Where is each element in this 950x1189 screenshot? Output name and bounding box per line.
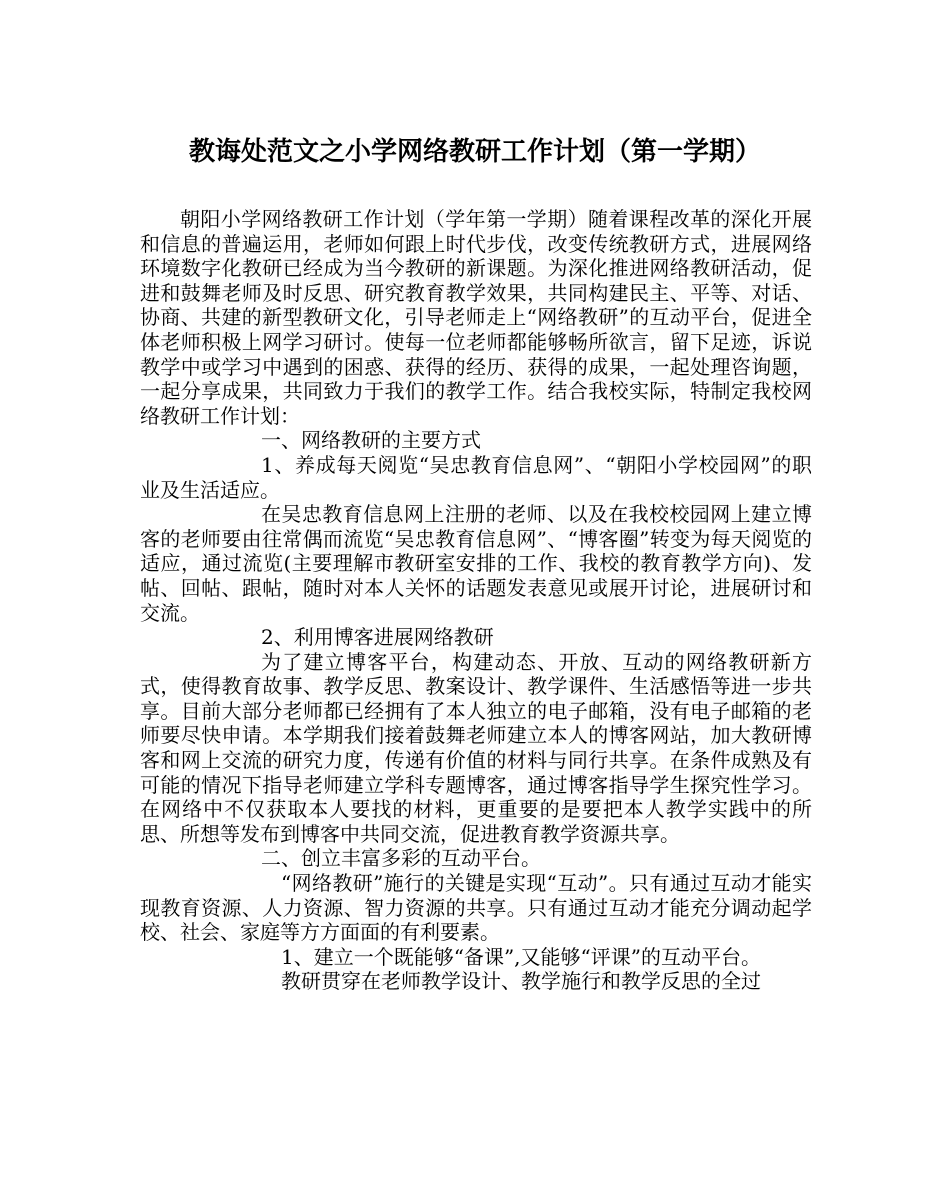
subheading-daily-browsing: 1、养成每天阅览“吴忠教育信息网”、“朝阳小学校园网”的职业及生活适应。 [140, 452, 812, 502]
paragraph-interaction-key: “网络教研”施行的关键是实现“互动”。只有通过互动才能实现教育资源、人力资源、智力资源的共享。只有通过互动才能充分调动起学校、社会、家庭等方方面面的有利要素。 [140, 871, 812, 945]
heading-main-methods: 一、网络教研的主要方式 [261, 428, 481, 453]
document-body [140, 207, 812, 994]
subheading-blog-research: 2、利用博客进展网络教研 [261, 625, 494, 650]
subheading-lesson-platform: 1、建立一个既能够“备课”,又能够“评课”的互动平台。 [281, 944, 761, 969]
document-title: 教诲处范文之小学网络教研工作计划（第一学期） [188, 137, 761, 167]
paragraph-daily-browsing: 在吴忠教育信息网上注册的老师、以及在我校校园网上建立博客的老师要由往常偶而流览“吴忠教育信息网”、“博客圈”转变为每天阅览的适应，通过流览(主要理解市教研室安排的工作、我校的教育教学方向)、发帖、回帖、跟帖，随时对本人关怀的话题发表意见或展开讨论，进展研讨和交流。 [140, 502, 812, 625]
paragraph-intro: 朝阳小学网络教研工作计划（学年第一学期）随着课程改革的深化开展和信息的普遍运用，老师如何跟上时代步伐，改变传统教研方式，进展网络环境数字化教研已经成为当今教研的新课题。为深化推进网络教研活动，促进和鼓舞老师及时反思、研究教育教学效果，共同构建民主、平等、对话、协商、共建的新型教研文化，引导老师走上“网络教研”的互动平台，促进全体老师积极上网学习研讨。使每一位老师都能够畅所欲言，留下足迹，诉说教学中或学习中遇到的困惑、获得的经历、获得的成果，一起处理咨询题，一起分享成果，共同致力于我们的教学工作。结合我校实际，特制定我校网络教研工作计划： [140, 207, 812, 428]
heading-interactive-platform: 二、创立丰富多彩的互动平台。 [261, 846, 541, 871]
paragraph-blog-research: 为了建立博客平台，构建动态、开放、互动的网络教研新方式，使得教育故事、教学反思、教案设计、教学课件、生活感悟等进一步共享。目前大部分老师都已经拥有了本人独立的电子邮箱，没有电子邮箱的老师要尽快申请。本学期我们接着鼓舞老师建立本人的博客网站，加大教研博客和网上交流的研究力度，传递有价值的材料与同行共享。在条件成熟及有可能的情况下指导老师建立学科专题博客，通过博客指导学生探究性学习。在网络中不仅获取本人要找的材料，更重要的是要把本人教学实践中的所思、所想等发布到博客中共同交流，促进教育教学资源共享。 [140, 649, 812, 846]
paragraph-research-process: 教研贯穿在老师教学设计、教学施行和教学反思的全过 [281, 969, 761, 994]
